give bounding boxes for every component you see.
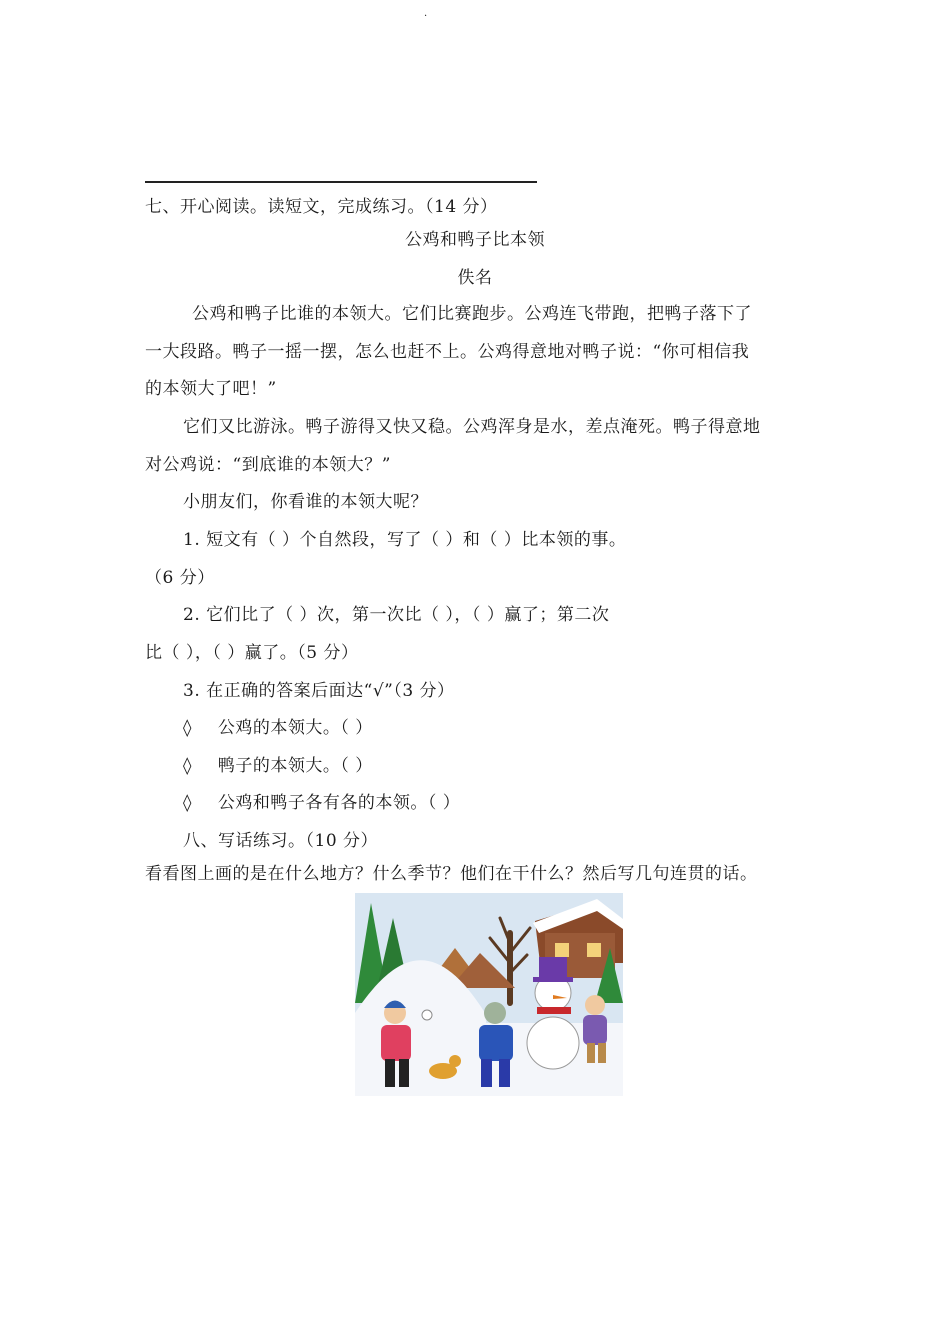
story-author: 佚名: [457, 268, 493, 288]
section-8-heading: 八、写话练习。（10 分）: [183, 831, 379, 851]
diamond-bullet-icon: ◊: [183, 793, 192, 813]
snowball: [422, 1010, 432, 1020]
diamond-bullet-icon: ◊: [183, 756, 192, 776]
question-2-line-1: 2. 它们比了（ ）次，第一次比（ ），（ ）赢了；第二次: [183, 605, 610, 625]
question-2-line-2: 比（ ），（ ）赢了。（5 分）: [145, 643, 359, 663]
paragraph-1-line-1: 公鸡和鸭子比谁的本领大。它们比赛跑步。公鸡连飞带跑，把鸭子落下了: [192, 304, 752, 324]
winter-snow-play-illustration: [355, 893, 623, 1096]
story-title: 公鸡和鸭子比本领: [405, 230, 545, 250]
paragraph-1-line-3: 的本领大了吧！”: [145, 379, 277, 399]
option-both: [183, 793, 460, 813]
section-7-heading: 七、开心阅读。读短文，完成练习。（14 分）: [145, 197, 498, 217]
question-3: 3. 在正确的答案后面达“√”（3 分）: [183, 681, 455, 701]
paragraph-2-line-2: 对公鸡说：“到底谁的本领大？”: [145, 455, 391, 475]
option-text: 鸭子的本领大。（ ）: [217, 756, 373, 776]
paragraph-1-line-2: 一大段路。鸭子一摇一摆，怎么也赶不上。公鸡得意地对鸭子说：“你可相信我: [145, 342, 750, 362]
question-1-line-1: 1. 短文有（ ）个自然段，写了（ ）和（ ）比本领的事。: [183, 530, 627, 550]
paragraph-2-line-1: 它们又比游泳。鸭子游得又快又稳。公鸡浑身是水，差点淹死。鸭子得意地: [183, 417, 761, 437]
diamond-bullet-icon: ◊: [183, 718, 192, 738]
question-1-line-2: （6 分）: [145, 568, 215, 588]
option-text: 公鸡和鸭子各有各的本领。（ ）: [217, 793, 461, 813]
option-duck: [183, 756, 373, 776]
page-dot: .: [424, 8, 428, 19]
option-rooster: [183, 718, 373, 738]
option-text: 公鸡的本领大。（ ）: [217, 718, 373, 738]
writing-prompt: 看看图上画的是在什么地方？什么季节？他们在干什么？然后写几句连贯的话。: [145, 864, 758, 884]
paragraph-3: 小朋友们，你看谁的本领大呢？: [183, 492, 428, 512]
divider-line: [145, 181, 537, 183]
